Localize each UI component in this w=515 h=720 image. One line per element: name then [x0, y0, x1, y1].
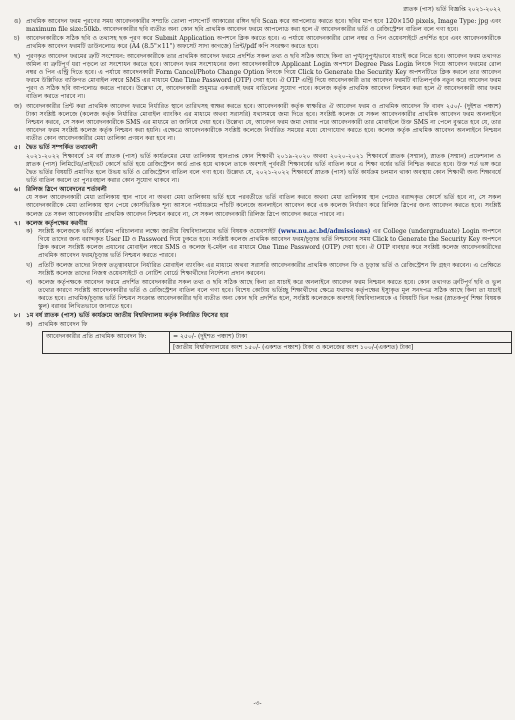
list-item [14, 18, 501, 34]
sub-item-text: প্রতিটি কলেজ তাদের নিজস্ব তত্ত্বাবধানে নির্ধারিত মোবাইল ব্যাংকিং এর মাধ্যমে অথবা সরাসরি আবেদনকারীর প্রাথমিক আবেদন ফি ও চূড়ান্ত ভর্তি ও রেজিস্ট্রেশন ফি গ্রহণ করবেন। এ প্রেক্ষিতে সংশ্লিষ্ট কলেজ তাদের নিজস্ব ওয়েবসাইটে ও নোটিশ বোর্ডে শিক্ষার্থীদের নির্দেশনা প্রদান করবেন। [38, 261, 501, 277]
sub-item [14, 279, 501, 312]
sub-item-marker: ক) [26, 227, 33, 235]
section-text: যে সকল আবেদনকারী মেধা তালিকায় স্থান পাবে না অথবা মেধা তালিকায় ভর্তি হয়ে পরবর্তীতে ভর্তি বাতিল করবে অথবা মেধা তালিকায় স্থান পেয়েও বরাদ্দকৃত কোর্সে ভর্তি হবে না, সে সকল আবেদনকারীকে মেধা তালিকায় স্থান পেয়ে কোর্সভিত্তিক শূন্য আসনে পর্যায়ক্রমে পাঁচটি কলেজে অনলাইনে আবেদন করে এক কলেজ নির্ধারণ করে রিলিজ স্লিপের জন্য আবেদন করতে হবে। সংশ্লিষ্ট কলেজ তে সকল আবেদনকারীর প্রাথমিক আবেদন নিশ্চয়ন করবে না, সে সকল আবেদনকারী রিলিজ স্লিপে আবেদন করতে পারবে না। [26, 194, 501, 218]
section-heading-fees [14, 312, 501, 320]
section-text: ২০২১-২০২২ শিক্ষাবর্ষে ১ম বর্ষ স্নাতক (পাস) ভর্তি কার্যক্রমের মেধা তালিকায় স্থানপ্রাপ্ত কোন শিক্ষার্থী ২০১৯-২০২০ অথবা ২০২০-২০২১ শিক্ষাবর্ষে স্নাতক (সম্মান), স্নাতক (সম্মান) প্রফেশনাল ও স্নাতক (পাস) লিমিটেড/প্রাইভেট কোর্সে ভর্তি হয়ে রেজিস্ট্রেশন কার্ড প্রাপ্ত হয়ে থাকলে তাকে অবশ্যই পূর্ববর্তী শিক্ষাবর্ষের ভর্তি বাতিল করে এ শিক্ষা বর্ষের ভর্তি নিশ্চিত করতে হবে। উক্ত শর্ত ভঙ্গ করে দ্বৈত ভর্তির বিষয়টি প্রমাণিত হলে উভয় ভর্তি ও রেজিস্ট্রেশন বাতিল বলে গণ্য হবে। উল্লেখ্য যে, ২০২১-২০২২ শিক্ষাবর্ষে স্নাতক (পাস) ভর্তি কার্যক্রম চলমান থাকা অবস্থায় কোন শিক্ষার্থী অন্য শিক্ষাবর্ষে ভর্তি বাতিল করলে তা পুনঃবহাল করার কোন সুযোগ থাকবে না। [26, 152, 501, 184]
page-header: স্নাতক (পাস) ভর্তি বিজ্ঞপ্তি ২০২১-২০২২ [403, 6, 501, 13]
item-text: প্রাথমিক আবেদন ফরম পূরণের সময় আবেদনকারীর সম্প্রতি তোলা পাসপোর্ট আকারের রঙ্গিন ছবি Scan করে আপলোড করতে হবে। ছবির মাপ হবে 120×150 pixels, Image Type: jpg এবং maximum file size:50kb. আবেদনকারীর ছবি ব্যতীত অন্য কোন ছবি প্রাথমিক আবেদন ফরমে আপলোড করা হলে ঐ আবেদনকারীর ভর্তি ও রেজিস্ট্রেশন বাতিল বলে গণ্য হবে। [26, 18, 501, 34]
sub-item-text: কলেজ কর্তৃপক্ষকে আবেদন ফরমে প্রদর্শিত আবেদনকারীর সকল তথ্য ও ছবি সঠিক আছে কিনা তা যাচাই করে অনলাইনে আবেদন ফরম নিশ্চয়ন করতে হবে। কোন তথ্যগত ত্রুটিপূর্ণ ছবি ও ভুল তথ্যের কারণে সংশ্লিষ্ট আবেদনকারীর ভর্তি ও রেজিস্ট্রেশন বাতিল বলে গণ্য হবে। বিশেষ কোটায় ভর্তিচ্ছু শিক্ষার্থীদের ক্ষেত্রে যথাযথ কর্তৃপক্ষের ইস্যুকৃত মূল সনদপত্র সঠিক আছে কিনা তা যাচাই করতে হবে। প্রাথমিক/চূড়ান্ত ভর্তি নিশ্চয়ন সংক্রান্ত আবেদনকারীর ছবি ব্যতীত অন্য কোন ছবি প্রদর্শিত হলে, সংশ্লিষ্ট কলেজকে অবশ্যই বিশ্ববিদ্যালয়কে এ বিষয়টি ভিন দপ্তর (স্নাতকপূর্ব শিক্ষা বিষয়ক স্কুল) বরাবর লিখিতভাবে জানাতে হবে। [38, 278, 501, 311]
section-heading-college-duties [14, 220, 501, 228]
section-title: ১ম বর্ষ স্নাতক (পাস) ভর্তি কার্যক্রমে জাতীয় বিশ্ববিদ্যালয় কর্তৃক নির্ধারিত ফিসের হার [26, 312, 229, 320]
section-body [14, 153, 501, 186]
page-number: -৩- [253, 699, 262, 707]
fee-label-cell: আবেদনকারীর প্রতি প্রাথমিক আবেদন ফি: [43, 331, 170, 353]
item-marker: জ) [14, 102, 22, 110]
section-title: দ্বৈত ভর্তি সম্পর্কিত তথ্যাবলী [26, 144, 98, 152]
section-number: ৭। [14, 219, 21, 227]
fee-amount-cell: = ২৫০/- (দুইশত পঞ্চাশ) টাকা [170, 331, 512, 342]
list-item [14, 53, 501, 102]
section-number: ৬। [14, 186, 21, 194]
item-marker: ঙ) [14, 18, 21, 25]
fee-split-cell: [জাতীয় বিশ্ববিদ্যালয়ের অংশ ১৫০/- (একশত পঞ্চাশ) টাকা ও কলেজের অংশ ১০০/-(একশত) টাকা] [170, 342, 512, 353]
list-item [14, 103, 501, 144]
section-number: ৫। [14, 144, 21, 152]
section-heading-dual-admission [14, 144, 501, 152]
section-body [14, 194, 501, 218]
item-marker: ছ) [14, 52, 21, 60]
sub-item [14, 321, 501, 329]
item-text: পূরণকৃত আবেদন ফরমের ত্রুটি সংশোধন: আবেদনকারীকে তার প্রাথমিক আবেদন ফরমে প্রদর্শিত সকল তথ্য ও ছবি সঠিক আছে কিনা তা পুঙ্খানুপুঙ্খভাবে যাচাই করে নিতে হবে। আবেদন ফরম তথ্যগত অমিল বা ত্রুটিপূর্ণ ধরা পড়লে তা সংশোধন করতে হবে। আবেদন ফরম সংশোধনের জন্য আবেদনকারীকে Applicant Login অপশনে Degree Pass Login লিংকে গিয়ে আবেদন ফরমের রোল নম্বর ও পিন এন্ট্রি দিতে হবে। এ পর্যায়ে আবেদনকারী Form Cancel/Photo Change Option লিংকে গিয়ে Click to Generate the Security Key অপশনটিতে ক্লিক করলে তার আবেদন ফরমে উল্লিখিত ব্যক্তিগত মোবাইল নম্বরে SMS এর মাধ্যমে One Time Password (OTP) দেয়া হবে। ঐ OTP এন্ট্রি দিয়ে আবেদনকারী তার আবেদন ফরমটি বাতিলপূর্বক নতুন করে আবেদন ফরম পূরণ ও সঠিক ছবি আপলোড করতে পারবে। উল্লেখ্য যে, আবেদনকারী শুধুমাত্র একবারই ফরম বাতিলের সুযোগ পাবে। কলেজ কর্তৃক প্রাথমিক আবেদন নিশ্চয়ন করা হলে ঐ আবেদনকারী আর ফরম বাতিল করতে পারবে না। [26, 52, 501, 101]
section-number: ৮। [14, 312, 21, 320]
sub-item-marker: ক) [26, 320, 33, 328]
item-marker: চ) [14, 35, 20, 43]
fee-table [42, 331, 512, 354]
sub-item-text-pre: সংশ্লিষ্ট কলেজকে ভর্তি কার্যক্রম পরিচালনার লক্ষ্যে জাতীয় বিশ্ববিদ্যালয়ের ভর্তি বিষয়ক ওয়েবসাইট [38, 227, 276, 235]
sub-item-text-post: এর College (undergraduate) Login অপশনে গিয়ে তাদের জন্য বরাদ্দকৃত User ID ও Password দিয়ে ঢুকতে হবে। সংশ্লিষ্ট কলেজ প্রাথমিক আবেদন ফরম/চূড়ান্ত ভর্তি নিশ্চয়নের সময় Click to Generate the Security Key অপশনে ক্লিক করলে সংশ্লিষ্ট কলেজ প্রধানের মোবাইল নম্বরে SMS ও কলেজ ই-মেইল এর মাধ্যমে One Time Password (OTP) দেয়া হবে। ঐ OTP ব্যবহার করে সংশ্লিষ্ট কলেজ আবেদনকারীদের প্রাথমিক আবেদন ফরম/চূড়ান্ত ভর্তি নিশ্চয়ন করতে পারবে। [38, 227, 502, 260]
list-item [14, 35, 501, 51]
sub-item [14, 262, 501, 278]
sub-item-marker: খ) [26, 261, 33, 269]
section-title: রিলিজ স্লিপে আবেদনের শর্তাবলী [26, 186, 107, 194]
sub-item [14, 228, 501, 261]
item-text: আবেদনকারীর প্রিন্ট করা প্রাথমিক আবেদন ফরমে নির্ধারিত স্থানে তারিখসহ স্বাক্ষর করতে হবে। আবেদনকারী কর্তৃক স্বাক্ষরিত ঐ আবেদন ফরম ও প্রাথমিক আবেদন ফি বাবদ ২৫০/- (দুইশত পঞ্চাশ) টাকা সংশ্লিষ্ট কলেজে (কলেজ কর্তৃক নির্ধারিত মোবাইল ব্যাংকিং এর মাধ্যমে অথবা সরাসরি) যথাসময়ে জমা দিতে হবে। সংশ্লিষ্ট কলেজ যে সকল আবেদনকারীর প্রাথমিক আবেদন ফরম অনলাইনে নিশ্চয়ন করবে, সে সকল আবেদনকারীকে SMS এর মাধ্যমে তা জানিয়ে দেয়া হবে। উল্লেখ্য যে, আবেদন ফরম জমা দেয়ার পরে আবেদনকারী তার মোবাইলে উক্ত SMS না পেলে বুঝতে হবে যে, তার আবেদন ফরম সংশ্লিষ্ট কলেজ কর্তৃক নিশ্চয়ন করা হয়নি। এক্ষেত্রে আবেদনকারীকে সংশ্লিষ্ট কলেজে নির্ধারিত সময়ের মধ্যে যোগাযোগ করতে হবে। কলেজ কর্তৃক প্রাথমিক আবেদন অনলাইনে নিশ্চয়ন ব্যতীত কোন আবেদনকারীর মেধা তালিকা প্রণয়ন করা হবে না। [26, 102, 501, 143]
admissions-website-link[interactable]: (www.nu.ac.bd/admissions) [277, 227, 371, 235]
sub-item-marker: গ) [26, 278, 33, 286]
table-row [43, 331, 512, 342]
section-title: কলেজ কর্তৃপক্ষের করণীয় [26, 219, 88, 227]
item-text: আবেদনকারীকে সঠিক ছবি ও তথ্যসহ ছক পূরণ করে Submit Application অপশনে ক্লিক করতে হবে। এ পর্যায়ে আবেদনকারীর রোল নম্বর ও পিন ওয়েবসাইটে প্রদর্শিত হবে এবং আবেদনকারীকে প্রাথমিক আবেদন ফরমটি ডাউনলোড করে (A4 (8.5"×11") অফসেট সাদা কাগজে) প্রিন্ট/pdf কপি সংরক্ষণ করতে হবে। [26, 35, 501, 51]
sub-item-title: প্রাথমিক আবেদন ফি [38, 320, 88, 328]
